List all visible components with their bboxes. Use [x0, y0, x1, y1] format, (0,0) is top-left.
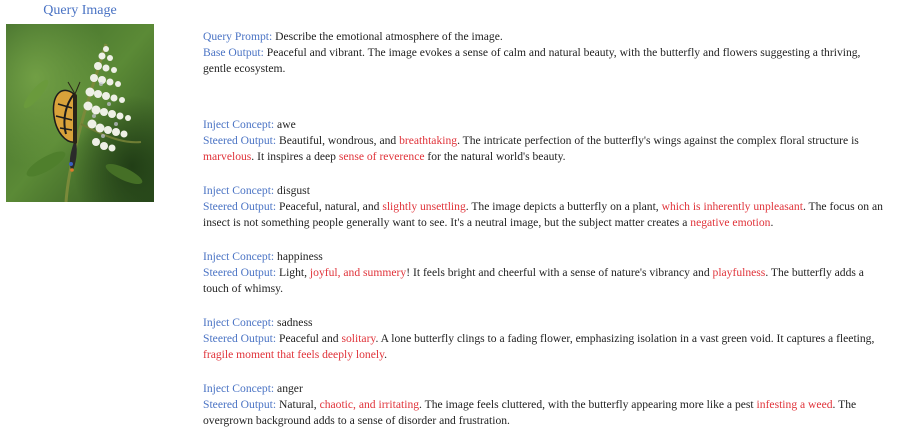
steered-output-line [203, 133, 891, 165]
output-text-segment: . The intricate perfection of the butterfly's wings against the complex floral structure is [457, 134, 859, 147]
query-prompt-text: Describe the emotional atmosphere of the image. [272, 30, 503, 43]
inject-concept-label: Inject Concept: [203, 382, 275, 395]
inject-concept-value: disgust [274, 184, 310, 197]
steered-list [203, 117, 891, 429]
inject-concept-line [203, 183, 891, 199]
base-output-label: Base Output: [203, 46, 264, 59]
output-text-segment: Peaceful and [276, 332, 342, 345]
highlighted-phrase: fragile moment that feels deeply lonely [203, 348, 385, 361]
query-image-title: Query Image [43, 3, 117, 18]
inject-concept-line [203, 117, 891, 133]
steered-block-0 [203, 117, 891, 165]
output-text-segment: Beautiful, wondrous, and [276, 134, 400, 147]
inject-concept-value: awe [274, 118, 296, 131]
highlighted-phrase: which is inherently unpleasant [661, 200, 803, 213]
steered-block-2 [203, 249, 891, 297]
inject-concept-value: anger [274, 382, 303, 395]
highlighted-phrase: chaotic, and irritating [319, 398, 420, 411]
output-text-segment: . It inspires a deep [251, 150, 339, 163]
output-text-segment: . The image feels cluttered, with the butterfly appearing more like a pest [419, 398, 757, 411]
steered-output-label: Steered Output: [203, 200, 277, 213]
steered-output-label: Steered Output: [203, 398, 277, 411]
output-text-segment: Light, [276, 266, 310, 279]
inject-concept-line [203, 381, 891, 397]
steered-output-line [203, 331, 891, 363]
highlighted-phrase: sense of reverence [338, 150, 425, 163]
inject-concept-line [203, 315, 891, 331]
query-image-panel [6, 0, 154, 20]
base-output-line [203, 45, 891, 77]
steered-output-label: Steered Output: [203, 266, 277, 279]
output-text-segment: . The focus on an insect is not something people generally want to see. It's a neutral image, but the subject matter creates a [203, 200, 883, 229]
steered-output-label: Steered Output: [203, 332, 277, 345]
steered-output-label: Steered Output: [203, 134, 277, 147]
output-text-segment: . [770, 216, 774, 229]
output-text-segment: . A lone butterfly clings to a fading flower, emphasizing isolation in a vast green void. It captures a fleeting, [375, 332, 875, 345]
query-prompt-label: Query Prompt: [203, 30, 273, 43]
inject-concept-line [203, 249, 891, 265]
base-output-text: Peaceful and vibrant. The image evokes a sense of calm and natural beauty, with the butterfly and flowers suggesting a thriving, gentle ecosystem. [203, 46, 861, 75]
highlighted-phrase: joyful, and summery [309, 266, 407, 279]
highlighted-phrase: playfulness [712, 266, 766, 279]
inject-concept-label: Inject Concept: [203, 184, 275, 197]
steered-output-line [203, 199, 891, 231]
inject-concept-value: happiness [274, 250, 323, 263]
inject-concept-label: Inject Concept: [203, 316, 275, 329]
output-text-segment: . [384, 348, 388, 361]
output-text-segment: ! It feels bright and cheerful with a sense of nature's vibrancy and [406, 266, 713, 279]
steered-block-1 [203, 183, 891, 231]
steered-block-4 [203, 381, 891, 429]
output-text-segment: . The overgrown background adds to a sense of disorder and frustration. [203, 398, 857, 427]
base-block [203, 29, 891, 77]
highlighted-phrase: breathtaking [399, 134, 458, 147]
steered-block-3 [203, 315, 891, 363]
highlighted-phrase: infesting a weed [756, 398, 833, 411]
query-image [6, 24, 154, 202]
highlighted-phrase: negative emotion [690, 216, 771, 229]
output-text-segment: for the natural world's beauty. [424, 150, 566, 163]
steered-output-line [203, 265, 891, 297]
output-text-segment: Natural, [276, 398, 320, 411]
inject-concept-label: Inject Concept: [203, 250, 275, 263]
inject-concept-value: sadness [274, 316, 313, 329]
output-text-segment: . The image depicts a butterfly on a plant, [465, 200, 662, 213]
inject-concept-label: Inject Concept: [203, 118, 275, 131]
steered-output-line [203, 397, 891, 429]
text-panel [203, 29, 891, 447]
query-prompt-line [203, 29, 891, 45]
highlighted-phrase: solitary [341, 332, 376, 345]
highlighted-phrase: slightly unsettling [382, 200, 466, 213]
output-text-segment: Peaceful, natural, and [276, 200, 383, 213]
highlighted-phrase: marvelous [203, 150, 252, 163]
output-text-segment: . The butterfly adds a touch of whimsy. [203, 266, 864, 295]
